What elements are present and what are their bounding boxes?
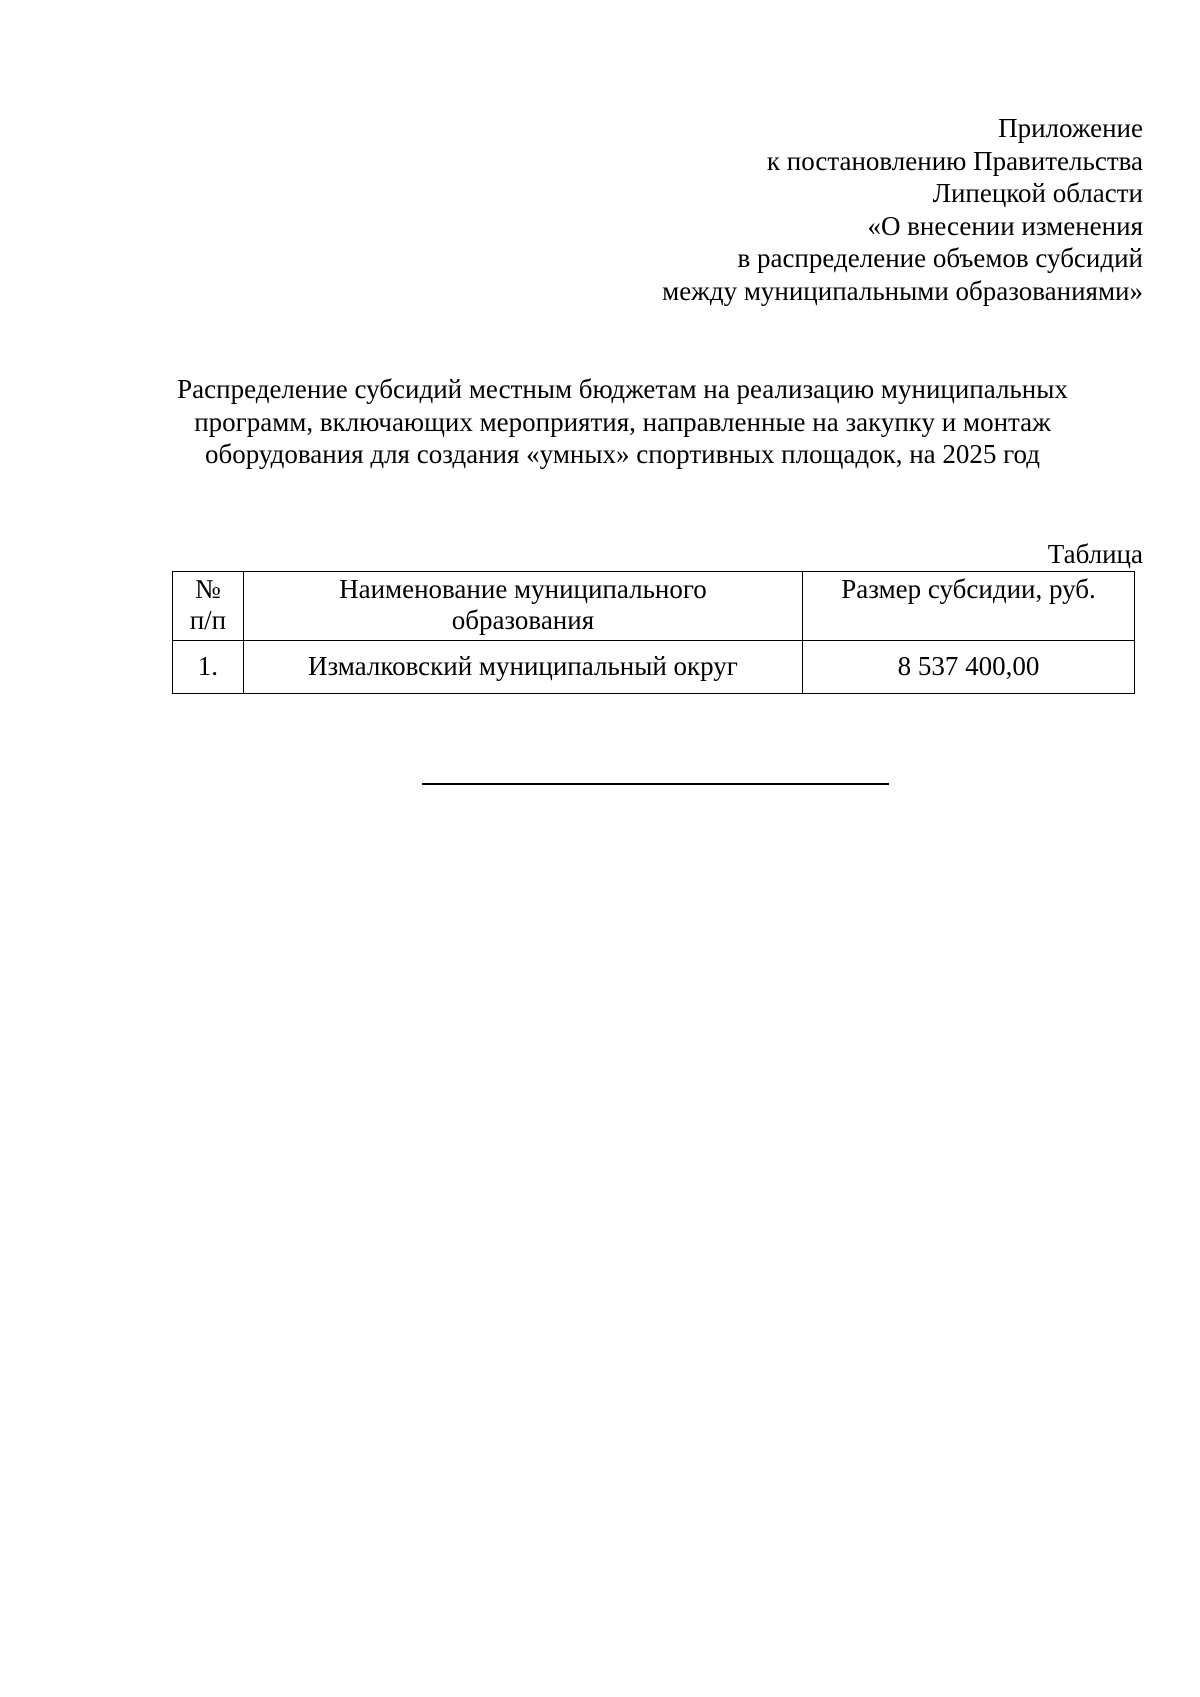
row-amount: 8 537 400,00 <box>803 641 1135 694</box>
header-number-line: п/п <box>189 605 227 635</box>
closing-rule <box>422 783 889 785</box>
appendix-line: между муниципальными образованиями» <box>662 275 1143 306</box>
title-line: оборудования для создания «умных» спортивных площадок, на 2025 год <box>204 439 1041 469</box>
header-number-line: № <box>195 574 221 604</box>
row-number: 1. <box>173 641 244 694</box>
appendix-line: в распределение объемов субсидий <box>737 243 1143 273</box>
header-municipality-line: образования <box>451 605 595 635</box>
appendix-line: Приложение <box>998 113 1143 143</box>
subsidy-table <box>172 571 1135 694</box>
appendix-line: к постановлению Правительства <box>766 145 1143 176</box>
row-municipality: Измалковский муниципальный округ <box>243 641 802 694</box>
appendix-line: Липецкой области <box>932 178 1143 208</box>
header-municipality-line: Наименование муниципального <box>339 574 707 604</box>
table-caption: Таблица <box>1047 539 1143 569</box>
title-line: программ, включающих мероприятия, направленные на закупку и монтаж <box>194 406 1051 437</box>
document-title <box>140 373 1105 471</box>
appendix-header <box>662 112 1143 307</box>
header-number <box>173 572 244 641</box>
table-header-row <box>173 572 1135 641</box>
header-amount: Размер субсидии, руб. <box>803 572 1135 641</box>
title-line: Распределение субсидий местным бюджетам на реализацию муниципальных <box>177 374 1068 404</box>
table-row <box>173 641 1135 694</box>
header-municipality <box>243 572 802 641</box>
appendix-line: «О внесении изменения <box>867 210 1143 241</box>
